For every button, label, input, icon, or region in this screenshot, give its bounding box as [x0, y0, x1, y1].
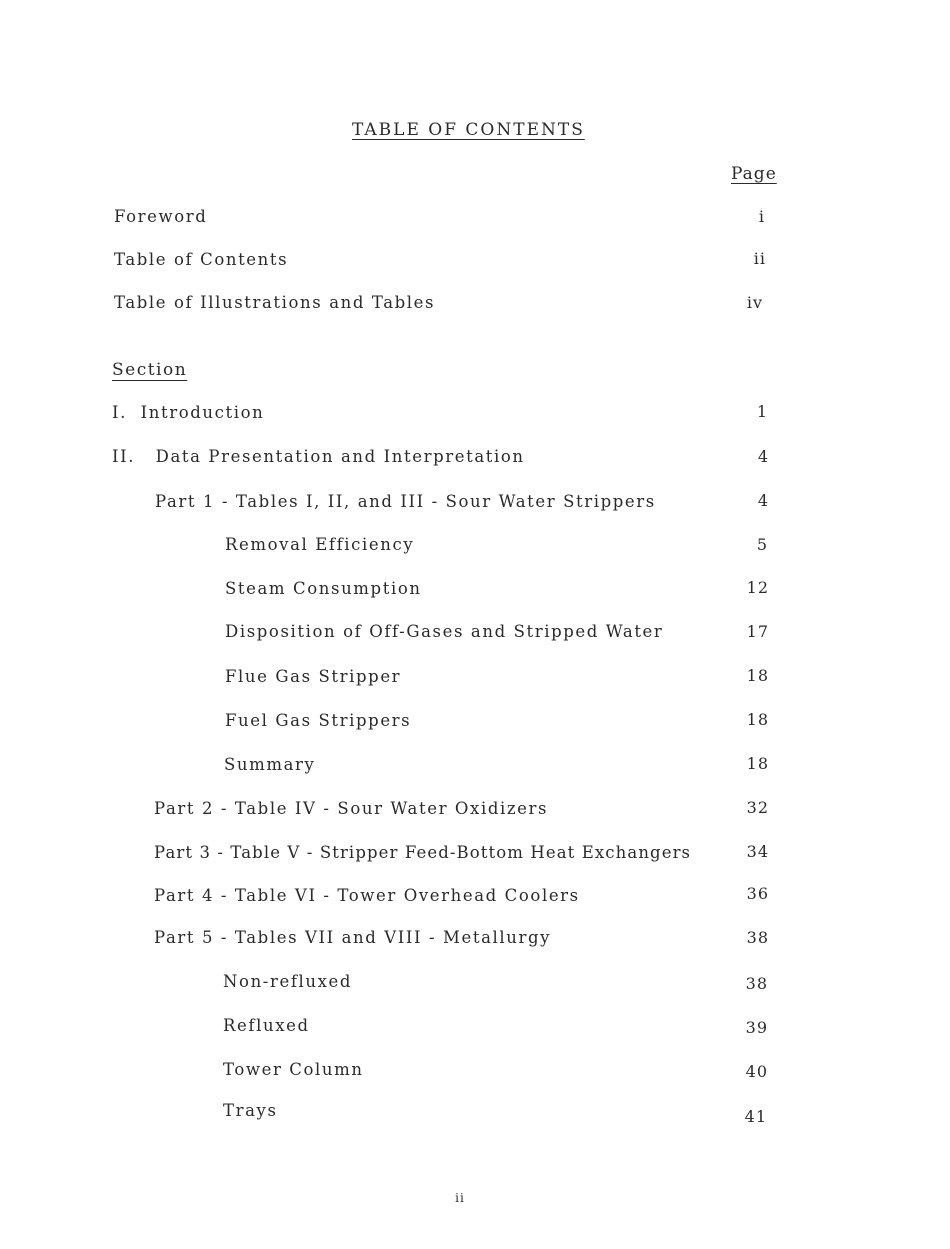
- toc-page-steam-consumption: 12: [746, 578, 769, 597]
- page-title: TABLE OF CONTENTS: [352, 120, 585, 140]
- toc-entry-part-1: Part 1 - Tables I, II, and III - Sour Water Strippers: [155, 492, 656, 511]
- toc-page-flue-gas-stripper: 18: [746, 666, 769, 685]
- toc-page-trays: 41: [744, 1107, 767, 1126]
- toc-page-part-2: 32: [746, 798, 769, 817]
- toc-page-introduction: 1: [756, 402, 768, 421]
- toc-page-fuel-gas-strippers: 18: [746, 710, 769, 729]
- toc-entry-introduction: I. Introduction: [112, 403, 265, 422]
- toc-entry-refluxed: Refluxed: [223, 1016, 310, 1035]
- toc-entry-part-3: Part 3 - Table V - Stripper Feed-Bottom Heat Exchangers: [154, 843, 692, 862]
- toc-entry-steam-consumption: Steam Consumption: [225, 579, 422, 598]
- toc-page-summary: 18: [746, 754, 769, 773]
- footer-page-number: ii: [455, 1191, 465, 1205]
- toc-page-table-of-illustrations: iv: [746, 293, 763, 312]
- section-header: Section: [112, 360, 188, 380]
- toc-page-refluxed: 39: [745, 1018, 768, 1037]
- toc-entry-table-of-contents: Table of Contents: [114, 250, 289, 269]
- toc-page-part-1: 4: [757, 491, 769, 510]
- toc-entry-non-refluxed: Non-refluxed: [223, 972, 353, 991]
- toc-entry-disposition: Disposition of Off-Gases and Stripped Water: [225, 622, 664, 641]
- toc-entry-summary: Summary: [224, 755, 316, 774]
- toc-entry-flue-gas-stripper: Flue Gas Stripper: [225, 667, 402, 686]
- toc-page-foreword: i: [758, 207, 765, 226]
- toc-page-part-5: 38: [746, 928, 769, 947]
- toc-entry-part-4: Part 4 - Table VI - Tower Overhead Coolers: [154, 886, 580, 905]
- toc-page-tower-column: 40: [745, 1062, 768, 1081]
- toc-entry-data-presentation: II. Data Presentation and Interpretation: [112, 447, 525, 466]
- toc-page-removal-efficiency: 5: [756, 535, 768, 554]
- toc-entry-tower-column: Tower Column: [223, 1060, 364, 1079]
- toc-entry-fuel-gas-strippers: Fuel Gas Strippers: [225, 711, 412, 730]
- toc-page-table-of-contents: ii: [753, 249, 766, 268]
- toc-page-non-refluxed: 38: [745, 974, 768, 993]
- toc-page-part-4: 36: [746, 884, 769, 903]
- toc-page-data-presentation: 4: [757, 447, 769, 466]
- toc-entry-foreword: Foreword: [114, 207, 208, 226]
- toc-entry-trays: Trays: [223, 1101, 278, 1120]
- page-column-header: Page: [731, 164, 777, 184]
- toc-entry-part-2: Part 2 - Table IV - Sour Water Oxidizers: [154, 799, 549, 818]
- toc-entry-part-5: Part 5 - Tables VII and VIII - Metallurgy: [154, 928, 552, 947]
- toc-entry-table-of-illustrations: Table of Illustrations and Tables: [114, 293, 436, 312]
- toc-page-disposition: 17: [746, 622, 769, 641]
- toc-page-part-3: 34: [746, 842, 769, 861]
- toc-entry-removal-efficiency: Removal Efficiency: [225, 535, 415, 554]
